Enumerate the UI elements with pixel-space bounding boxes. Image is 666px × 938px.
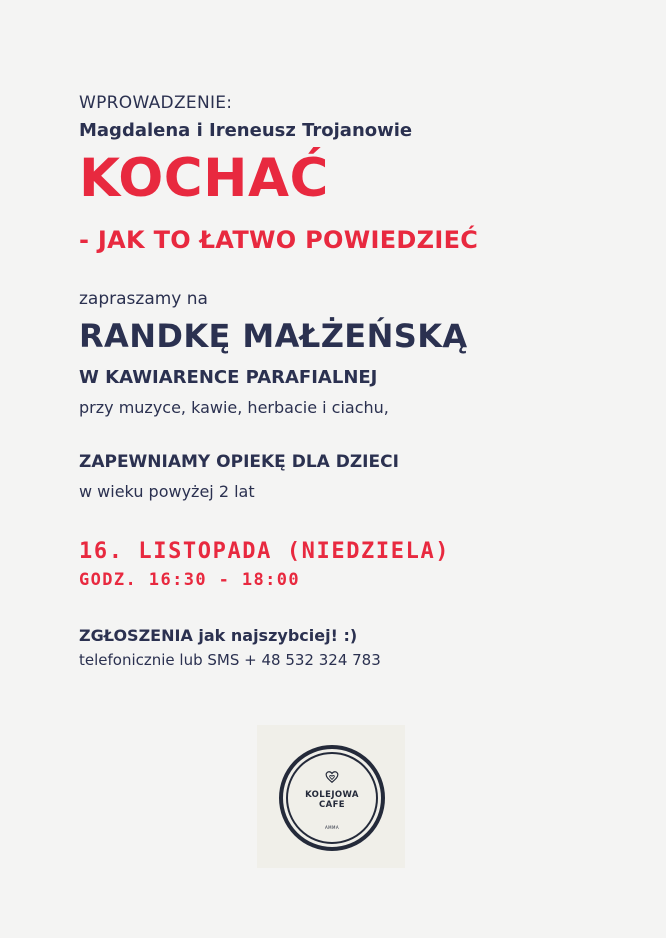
intro-label: WPROWADZENIE: — [79, 93, 233, 113]
authors: Magdalena i Ireneusz Trojanowie — [79, 120, 413, 141]
logo-name — [288, 791, 376, 811]
childcare-age: w wieku powyżej 2 lat — [79, 482, 255, 501]
logo-outer-ring — [279, 745, 385, 851]
main-title: KOCHAĆ — [79, 148, 329, 209]
invite-label: zapraszamy na — [79, 289, 208, 309]
event-date: 16. LISTOPADA (NIEDZIELA) — [79, 539, 451, 564]
logo-name-line2: CAFE — [318, 799, 346, 810]
logo-name-line1: KOLEJOWA — [305, 790, 359, 800]
event-time: GODZ. 16:30 - 18:00 — [79, 570, 301, 590]
childcare-title: ZAPEWNIAMY OPIEKĘ DLA DZIECI — [79, 452, 399, 472]
venue: W KAWIARENCE PARAFIALNEJ — [79, 367, 378, 388]
signup-contact: telefonicznie lub SMS + 48 532 324 783 — [79, 651, 381, 669]
event-name: RANDKĘ MAŁŻEŃSKĄ — [79, 317, 468, 355]
subtitle: - JAK TO ŁATWO POWIEDZIEĆ — [79, 226, 479, 254]
extras-text: przy muzyce, kawie, herbacie i ciachu, — [79, 398, 389, 417]
signup-title: ZGŁOSZENIA jak najszybciej! :) — [79, 626, 358, 645]
cafe-logo — [257, 725, 405, 868]
logo-small-text: AMMA — [325, 825, 339, 830]
logo-inner-ring — [286, 752, 378, 844]
heart-icon — [325, 770, 339, 784]
